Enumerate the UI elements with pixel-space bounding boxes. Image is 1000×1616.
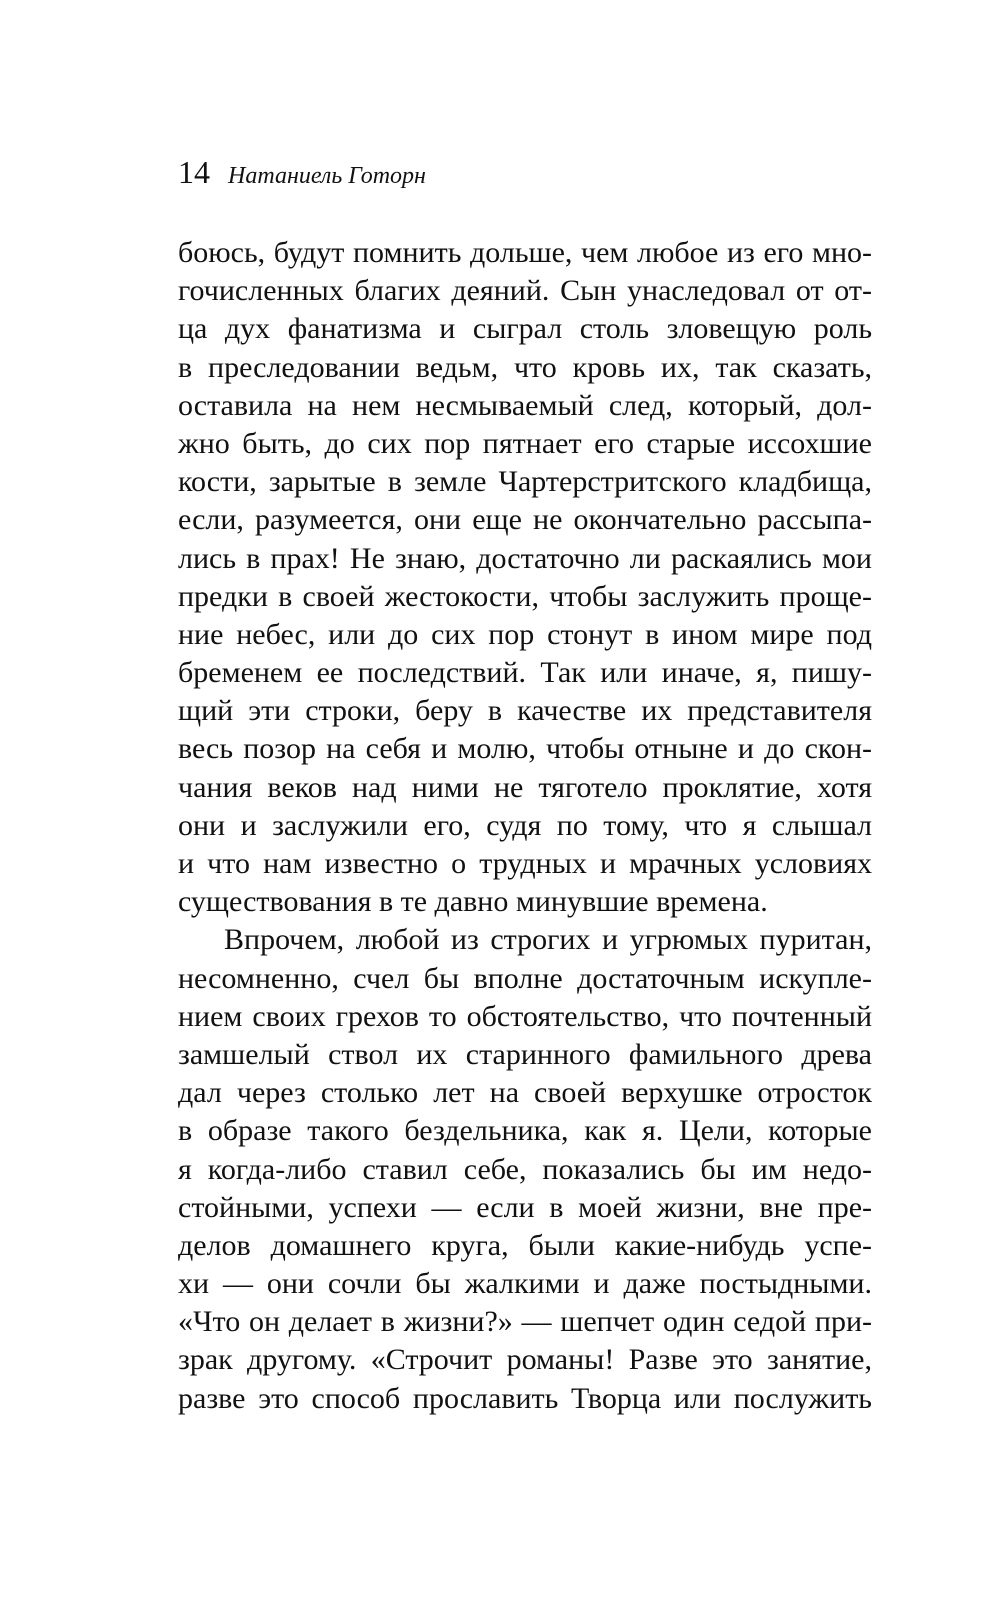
text-line: весь позор на себя и молю, чтобы отныне и до скон-	[178, 732, 872, 766]
text-line: гочисленных благих деяний. Сын унаследовал от от-	[178, 274, 872, 308]
text-line: зрак другому. «Строчит романы! Разве это занятие,	[178, 1343, 872, 1377]
text-line: щий эти строки, беру в качестве их представителя	[178, 694, 872, 728]
text-line: они и заслужили его, судя по тому, что я слышал	[178, 808, 872, 842]
text-line: хи — они сочли бы жалкими и даже постыдными.	[178, 1267, 872, 1301]
running-head	[178, 152, 426, 196]
text-line: жно быть, до сих пор пятнает его старые иссохшие	[178, 426, 872, 460]
text-line: и что нам известно о трудных и мрачных условиях	[178, 847, 872, 880]
paragraph	[178, 234, 872, 921]
text-line: делов домашнего круга, были какие-нибудь успе-	[178, 1228, 872, 1262]
text-line: разве это способ прославить Творца или послужить	[178, 1381, 872, 1415]
text-line: в образе такого бездельника, как я. Цели, которые	[178, 1114, 872, 1148]
text-line: нием своих грехов то обстоятельство, что почтенный	[178, 999, 872, 1033]
text-line: существования в те давно минувшие времена.	[178, 885, 768, 919]
text-line: дал через столько лет на своей верхушке отросток	[178, 1076, 872, 1110]
text-line: кости, зарытые в земле Чартерстритского кладбища,	[178, 465, 872, 499]
text-line: лись в прах! Не знаю, достаточно ли раскаялись мои	[178, 541, 872, 575]
text-line: замшелый ствол их старинного фамильного древа	[178, 1037, 872, 1071]
text-line: в преследовании ведьм, что кровь их, так сказать,	[178, 350, 872, 384]
text-line: оставила на нем несмываемый след, который, дол-	[178, 388, 872, 422]
running-head-author: Натаниель Готорн	[228, 163, 426, 189]
text-line: несомненно, счел бы вполне достаточным искупле-	[178, 961, 872, 995]
page-number: 14	[178, 154, 210, 190]
text-line: «Что он делает в жизни?» — шепчет один седой при-	[178, 1305, 872, 1339]
text-line: бременем ее последствий. Так или иначе, я, пишу-	[178, 656, 872, 690]
text-line: стойными, успехи — если в моей жизни, вне пре-	[178, 1190, 872, 1224]
text-line: ние небес, или до сих пор стонут в ином мире под	[178, 617, 872, 651]
text-line: предки в своей жестокости, чтобы заслужить проще-	[178, 579, 872, 613]
text-line: чания веков над ними не тяготело проклятие, хотя	[178, 770, 872, 804]
text-line: ца дух фанатизма и сыграл столь зловещую роль	[178, 312, 872, 346]
text-line: если, разумеется, они еще не окончательно рассыпа-	[178, 503, 872, 537]
text-line: я когда-либо ставил себе, показались бы им недо-	[178, 1152, 872, 1186]
body-text	[178, 234, 872, 1418]
text-line: Впрочем, любой из строгих и угрюмых пуритан,	[224, 923, 872, 957]
paragraph	[178, 921, 872, 1417]
text-line: боюсь, будут помнить дольше, чем любое из его мно-	[178, 236, 872, 269]
